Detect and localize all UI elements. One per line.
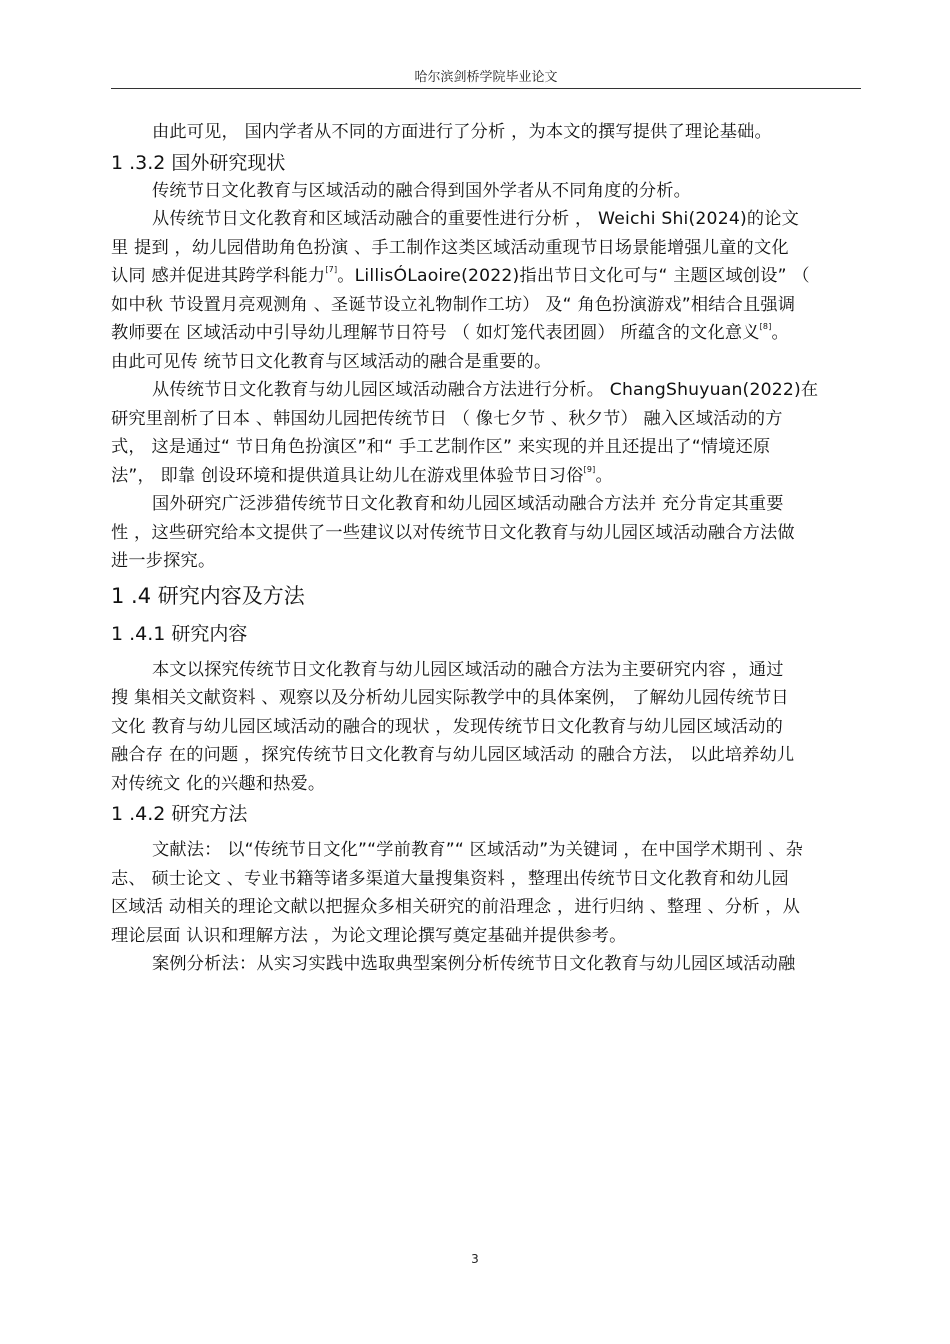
- heading-1-3-2: 1 .3.2 国外研究现状: [111, 151, 286, 174]
- paragraph-line: 由此可见， 国内学者从不同的方面进行了分析 ，为本文的撰写提供了理论基础。: [152, 122, 772, 142]
- paragraph-line: 理论层面 认识和理解方法 ，为论文理论撰写奠定基础并提供参考。: [111, 925, 627, 946]
- paragraph-line: 进一步探究。: [111, 551, 216, 571]
- paragraph-line: 从传统节日文化教育和区域活动融合的重要性进行分析 ， Weichi Shi(2024)的论文: [152, 209, 800, 229]
- paragraph-line: 搜 集相关文献资料 、观察以及分析幼儿园实际教学中的具体案例， 了解幼儿园传统节日: [111, 688, 789, 708]
- text-span: 。LillisÓLaoire(2022)指出节日文化可与“ 主题区域创设” （: [337, 266, 810, 286]
- paragraph-line: 式， 这是通过“ 节日角色扮演区”和“ 手工艺制作区” 来实现的并且还提出了“情境还原: [111, 437, 771, 457]
- page-number: 3: [471, 1252, 479, 1266]
- paragraph-line: 里 提到 ，幼儿园借助角色扮演 、手工制作这类区域活动重现节日场景能增强儿童的文化: [111, 237, 789, 258]
- paragraph-line: 案例分析法：从实习实践中选取典型案例分析传统节日文化教育与幼儿园区域活动融: [152, 954, 796, 974]
- paragraph-line: [111, 319, 861, 348]
- paragraph-line: 融合存 在的问题 ，探究传统节日文化教育与幼儿园区域活动 的融合方法， 以此培养幼儿: [111, 745, 795, 765]
- paragraph-line: 从传统节日文化教育与幼儿园区域活动融合方法进行分析。 ChangShuyuan(2022)在: [152, 380, 819, 400]
- page-body: [111, 118, 861, 979]
- paragraph-line: 国外研究广泛涉猎传统节日文化教育和幼儿园区域活动融合方法并 充分肯定其重要: [152, 494, 784, 514]
- paragraph-line: [111, 262, 861, 291]
- paragraph-line: [111, 462, 861, 491]
- heading-1-4-2: 1 .4.2 研究方法: [111, 803, 248, 825]
- citation-8: [8]: [759, 322, 772, 331]
- paragraph-line: 区域活 动相关的理论文献以把握众多相关研究的前沿理念 ，进行归纳 、整理 、分析 ，从: [111, 897, 801, 917]
- paragraph-line: 性 ，这些研究给本文提供了一些建议以对传统节日文化教育与幼儿园区域活动融合方法做: [111, 522, 795, 543]
- running-header: 哈尔滨剑桥学院毕业论文: [414, 70, 558, 85]
- text-span: 认同 感并促进其跨学科能力: [111, 266, 326, 286]
- paragraph-line: 由此可见传 统节日文化教育与区域活动的融合是重要的。: [111, 351, 552, 372]
- paragraph-line: 传统节日文化教育与区域活动的融合得到国外学者从不同角度的分析。: [152, 180, 692, 201]
- heading-1-4: 1 .4 研究内容及方法: [111, 583, 305, 608]
- paragraph-line: 对传统文 化的兴趣和热爱。: [111, 773, 326, 794]
- paragraph-line: 如中秋 节设置月亮观测角 、圣诞节设立礼物制作工坊） 及“ 角色扮演游戏”相结合且强调: [111, 294, 796, 315]
- header-divider: [111, 88, 861, 89]
- paragraph-line: 志、 硕士论文 、专业书籍等诸多渠道大量搜集资料 ，整理出传统节日文化教育和幼儿园: [111, 868, 789, 889]
- heading-1-4-1: 1 .4.1 研究内容: [111, 622, 248, 645]
- citation-9: [9]: [583, 464, 596, 474]
- text-span: 。: [595, 465, 613, 486]
- text-span: 法”， 即靠 创设环境和提供道具让幼儿在游戏里体验节日习俗: [111, 465, 584, 486]
- citation-7: [7]: [325, 265, 338, 274]
- paragraph-line: 文献法： 以“传统节日文化”“学前教育”“ 区域活动”为关键词 ，在中国学术期刊 、杂: [152, 840, 804, 860]
- text-span: 教师要在 区域活动中引导幼儿理解节日符号 （ 如灯笼代表团圆） 所蕴含的文化意义: [111, 323, 760, 343]
- paragraph-line: 文化 教育与幼儿园区域活动的融合的现状 ，发现传统节日文化教育与幼儿园区域活动的: [111, 716, 784, 737]
- text-span: 。: [771, 323, 789, 343]
- paragraph-line: 研究里剖析了日本 、韩国幼儿园把传统节日 （ 像七夕节 、秋夕节） 融入区域活动的方: [111, 408, 783, 429]
- paragraph-line: 本文以探究传统节日文化教育与幼儿园区域活动的融合方法为主要研究内容 ，通过: [152, 659, 784, 680]
